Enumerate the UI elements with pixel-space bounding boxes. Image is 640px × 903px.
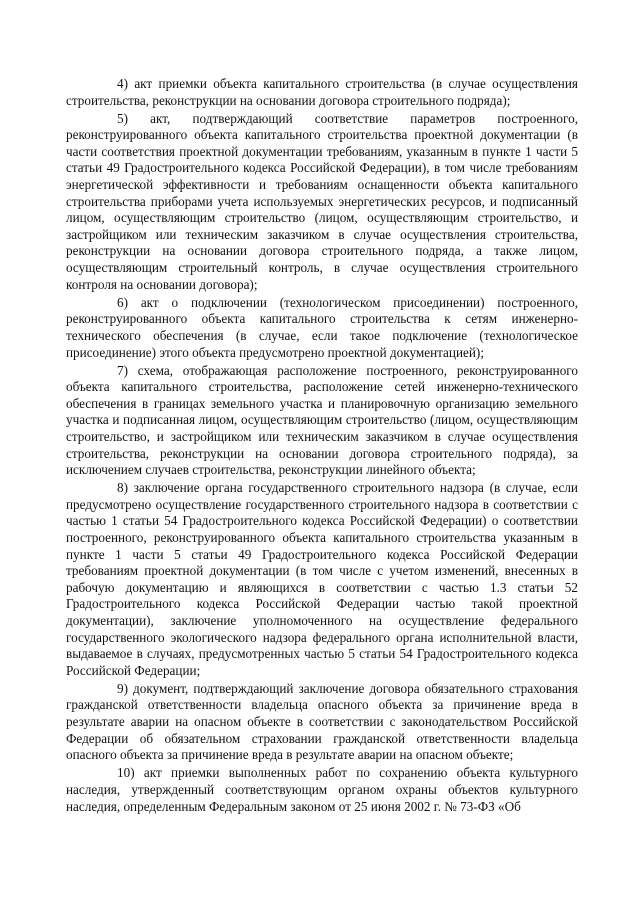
paragraph-item-5: 5) акт, подтверждающий соответствие параметров построенного, реконструированного объекта капитального строительства проектной документации (в части соответствия проектной документации требованиям, указанным в пункте 1 части 5 статьи 49 Градостроительного кодекса Российской Федерации), в том числе требованиям энергетической эффективности и требованиям оснащенности объекта капитального строительства приборами учета используемых энергетических ресурсов, и подписанный лицом, осуществляющим строительство (лицом, осуществляющим строительство, и застройщиком или техническим заказчиком в случае осуществления строительства, реконструкции на основании договора строительного подряда, а также лицом, осуществляющим строительный контроль, в случае осуществления строительного контроля на основании договора); bbox=[66, 110, 578, 292]
paragraph-item-10: 10) акт приемки выполненных работ по сохранению объекта культурного наследия, утвержденный соответствующим органом охраны объектов культурного наследия, определенным Федеральным законом от 25 июня 2002 г. № 73-ФЗ «Об bbox=[66, 765, 578, 814]
document-body bbox=[66, 76, 578, 817]
paragraph-item-7: 7) схема, отображающая расположение построенного, реконструированного объекта капитального строительства, расположение сетей инженерно-технического обеспечения в границах земельного участка и планировочную организацию земельного участка и подписанная лицом, осуществляющим строительство (лицом, осуществляющим строительство, и застройщиком или техническим заказчиком в случае осуществления строительства, реконструкции на основании договора строительного подряда), за исключением случаев строительства, реконструкции линейного объекта; bbox=[66, 362, 578, 478]
paragraph-item-8: 8) заключение органа государственного строительного надзора (в случае, если предусмотрено осуществление государственного строительного надзора в соответствии с частью 1 статьи 54 Градостроительного кодекса Российской Федерации) о соответствии построенного, реконструированного объекта капитального строительства указанным в пункте 1 части 5 статьи 49 Градостроительного кодекса Российской Федерации требованиям проектной документации (в том числе с учетом изменений, внесенных в рабочую документацию и являющихся в соответствии с частью 1.3 статьи 52 Градостроительного кодекса Российской Федерации частью такой проектной документации), заключение уполномоченного на осуществление федерального государственного экологического надзора федерального органа исполнительной власти, выдаваемое в случаях, предусмотренных частью 5 статьи 54 Градостроительного кодекса Российской Федерации; bbox=[66, 480, 578, 678]
paragraph-item-4: 4) акт приемки объекта капитального строительства (в случае осуществления строительства, реконструкции на основании договора строительного подряда); bbox=[66, 76, 578, 108]
paragraph-item-6: 6) акт о подключении (технологическом присоединении) построенного, реконструированного объекта капитального строительства к сетям инженерно-технического обеспечения (в случае, если такое подключение (технологическое присоединение) этого объекта предусмотрено проектной документацией); bbox=[66, 294, 578, 360]
paragraph-item-9: 9) документ, подтверждающий заключение договора обязательного страхования гражданской ответственности владельца опасного объекта за причинение вреда в результате аварии на опасном объекте в соответствии с законодательством Российской Федерации об обязательном страховании гражданской ответственности владельца опасного объекта за причинение вреда в результате аварии на опасном объекте; bbox=[66, 680, 578, 763]
